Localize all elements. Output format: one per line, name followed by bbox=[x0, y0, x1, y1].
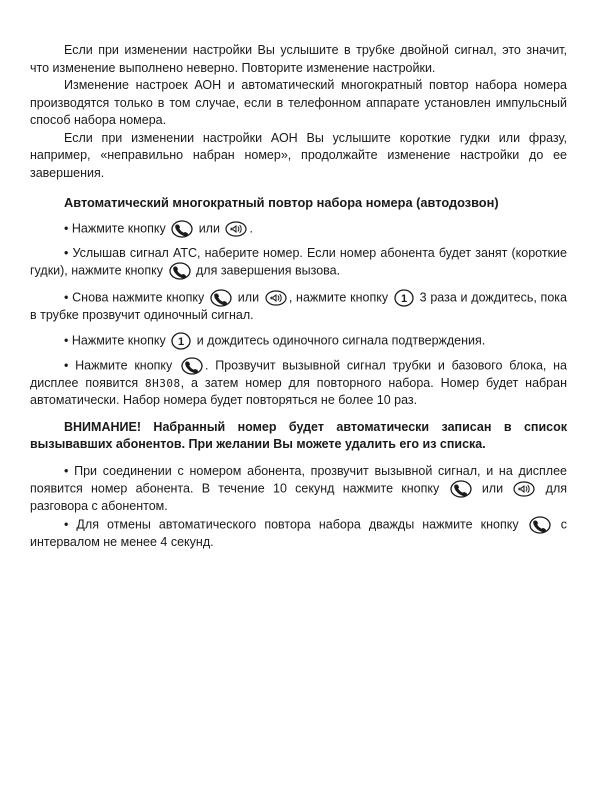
speakerphone-button-icon bbox=[513, 481, 535, 497]
key-1-icon bbox=[171, 332, 191, 350]
key-1-icon bbox=[394, 289, 414, 307]
handset-button-icon bbox=[210, 289, 232, 307]
paragraph-double-signal: Если при изменении настройки Вы услышите в трубке двойной сигнал, это значит, что изменение выполнено неверно. Повторите изменение настройки. bbox=[30, 43, 567, 75]
paragraph-pulse-dialing: Изменение настроек АОН и автоматический многократный повтор набора номера производятся только в том случае, если в телефонном аппарате установлен импульсный способ набора номера. bbox=[30, 78, 567, 127]
handset-button-icon bbox=[450, 480, 472, 498]
handset-button-icon bbox=[181, 357, 203, 375]
step-7: • Для отмены автоматического повтора набора дважды нажмите кнопку с интервалом не менее 4 секунд. bbox=[30, 516, 567, 549]
step-6: • При соединении с номером абонента, прозвучит вызывной сигнал, и на дисплее появится номер абонента. В течение 10 секунд нажмите кнопку или для разговора с абонентом. bbox=[30, 463, 568, 513]
step-2: • Услышав сигнал АТС, наберите номер. Если номер абонента будет занят (короткие гудки), нажмите кнопку для завершения вызова. bbox=[30, 245, 567, 281]
svg-text:1: 1 bbox=[400, 293, 407, 305]
paragraph-short-beeps: Если при изменении настройки АОН Вы услышите короткие гудки или фразу, например, «неправильно набран номер», продолжайте изменение настройки до ее завершения. bbox=[30, 130, 567, 180]
handset-button-icon bbox=[529, 516, 551, 534]
warning-note: ВНИМАНИЕ! Набранный номер будет автоматически записан в список вызывавших абонентов. При желании Вы можете удалить его из списка. bbox=[30, 419, 567, 451]
step-4: • Нажмите кнопку 1 и дождитесь одиночного сигнала подтверждения. bbox=[64, 332, 486, 348]
step-5: • Нажмите кнопку . Прозвучит вызывной сигнал трубки и базового блока, на дисплее появится 8H308, а затем номер для повторного набора. Номер будет набран автоматически. Набор номера будет повторяться не более 10 раз. bbox=[30, 357, 567, 407]
handset-button-icon bbox=[169, 262, 191, 280]
display-readout: 8H308 bbox=[145, 376, 181, 390]
speakerphone-button-icon bbox=[265, 290, 287, 306]
handset-button-icon bbox=[171, 220, 193, 238]
step-3: • Снова нажмите кнопку или , нажмите кнопку 1 3 раза и дождитесь, пока в трубке прозвучит одиночный сигнал. bbox=[30, 290, 567, 322]
svg-text:1: 1 bbox=[178, 335, 185, 348]
section-heading-autoredial: Автоматический многократный повтор набора номера (автодозвон) bbox=[64, 195, 499, 210]
step-1: • Нажмите кнопку или . bbox=[30, 220, 567, 238]
speakerphone-button-icon bbox=[225, 221, 247, 237]
